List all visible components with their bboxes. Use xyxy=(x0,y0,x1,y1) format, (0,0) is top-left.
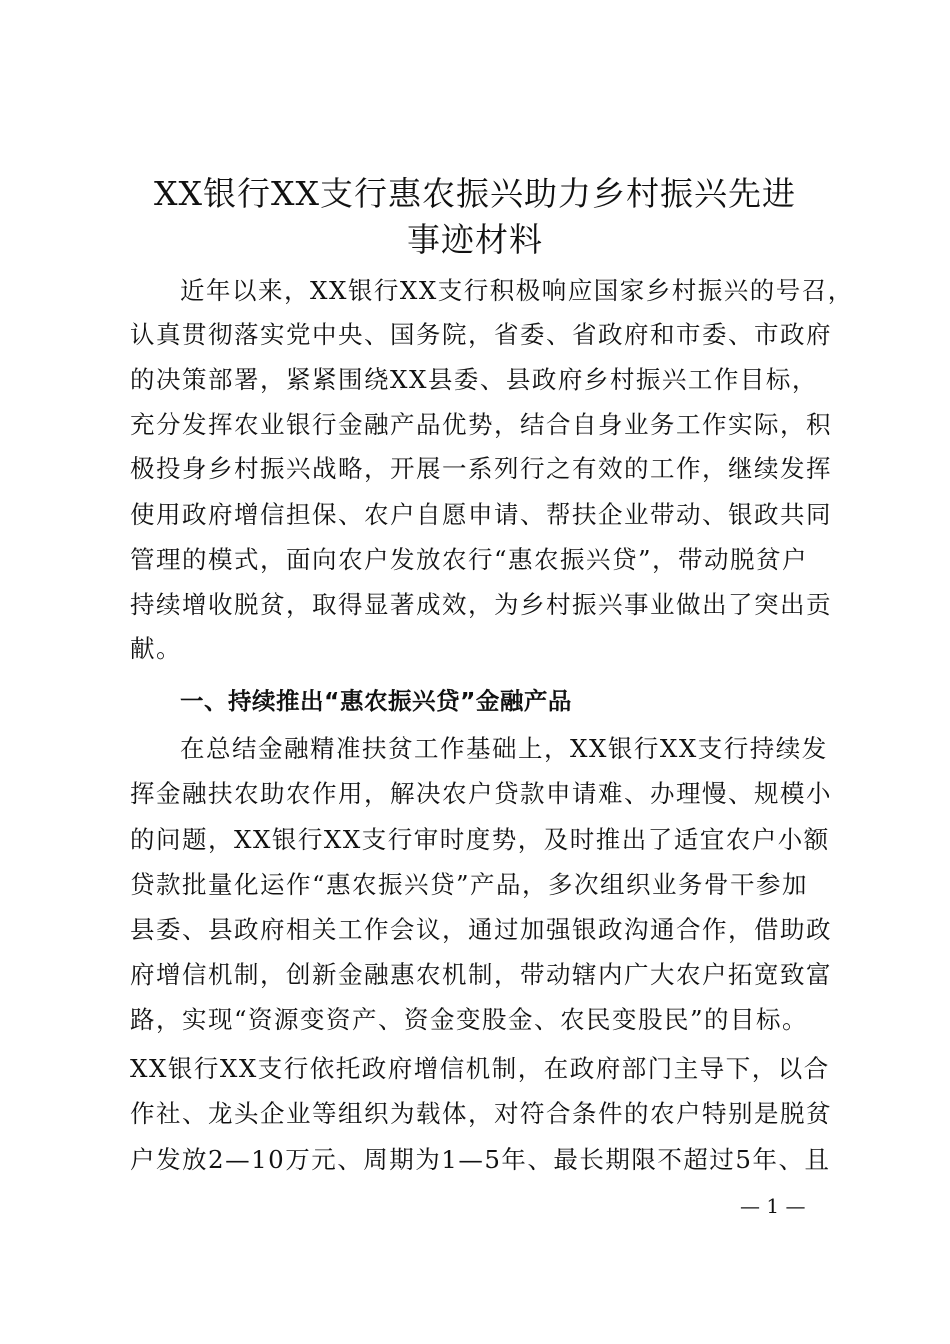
section-line: XX银行XX支行依托政府增信机制，在政府部门主导下，以合 xyxy=(130,1054,830,1083)
section-line: 的问题，XX银行XX支行审时度势，及时推出了适宜农户小额 xyxy=(130,825,830,854)
document-title-line-1: XX银行XX支行惠农振兴助力乡村振兴先进 xyxy=(154,174,796,213)
intro-line: 持续增收脱贫，取得显著成效，为乡村振兴事业做出了突出贡 xyxy=(130,590,832,619)
section-line: 户发放2—10万元、周期为1—5年、最长期限不超过5年、且 xyxy=(130,1145,831,1174)
document-title-line-2: 事迹材料 xyxy=(407,220,543,259)
intro-line: 的决策部署，紧紧围绕XX县委、县政府乡村振兴工作目标， xyxy=(130,365,818,394)
intro-line: 使用政府增信担保、农户自愿申请、帮扶企业带动、银政共同 xyxy=(130,500,832,529)
section-line: 在总结金融精准扶贫工作基础上，XX银行XX支行持续发 xyxy=(180,734,828,763)
intro-line: 献。 xyxy=(130,634,182,663)
section-line: 贷款批量化运作“惠农振兴贷”产品，多次组织业务骨干参加 xyxy=(130,870,809,899)
section-line: 县委、县政府相关工作会议，通过加强银政沟通合作，借助政 xyxy=(130,915,832,944)
section-line: 路，实现“资源变资产、资金变股金、农民变股民”的目标。 xyxy=(130,1005,809,1034)
section-line: 作社、龙头企业等组织为载体，对符合条件的农户特别是脱贫 xyxy=(130,1099,832,1128)
section-line: 挥金融扶农助农作用，解决农户贷款申请难、办理慢、规模小 xyxy=(130,779,832,808)
intro-line: 极投身乡村振兴战略，开展一系列行之有效的工作，继续发挥 xyxy=(130,454,832,483)
page-number: — 1 — xyxy=(740,1194,806,1218)
intro-line: 近年以来，XX银行XX支行积极响应国家乡村振兴的号召， xyxy=(180,276,854,305)
section-line: 府增信机制，创新金融惠农机制，带动辖内广大农户拓宽致富 xyxy=(130,960,832,989)
intro-line: 认真贯彻落实党中央、国务院，省委、省政府和市委、市政府 xyxy=(130,320,832,349)
intro-line: 管理的模式，面向农户发放农行“惠农振兴贷”，带动脱贫户 xyxy=(130,545,809,574)
section-heading: 一、持续推出“惠农振兴贷”金融产品 xyxy=(180,687,572,715)
intro-line: 充分发挥农业银行金融产品优势，结合自身业务工作实际，积 xyxy=(130,410,832,439)
